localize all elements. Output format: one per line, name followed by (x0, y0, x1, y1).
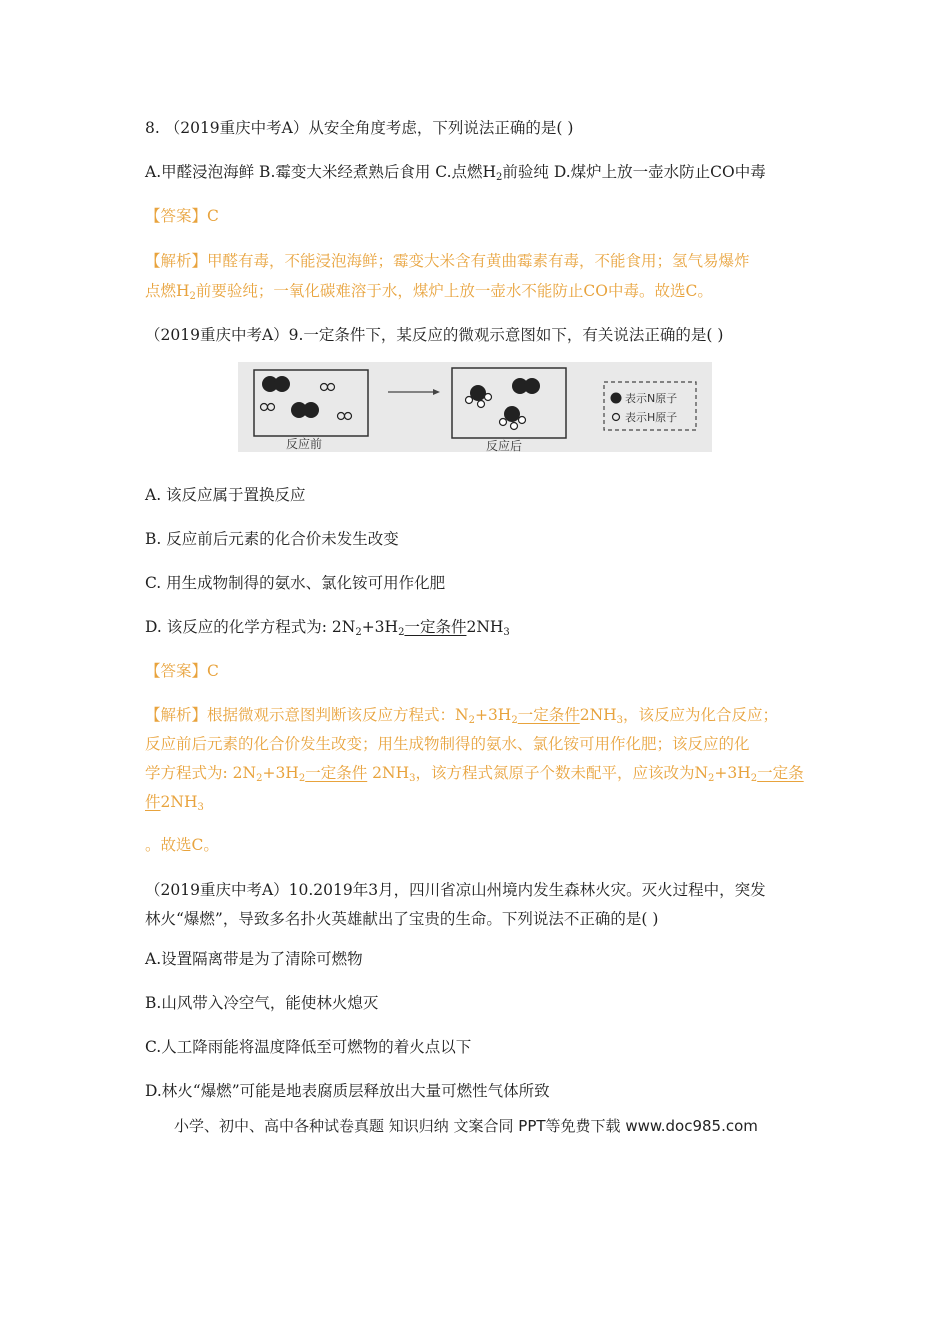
q9-analysis-line-2: 反应前后元素的化合价发生改变；用生成物制得的氨水、氯化铵可用作化肥；该反应的化 (145, 735, 750, 753)
h2-molecule (261, 404, 275, 411)
n2-molecule (512, 378, 540, 394)
legend-h-atom-icon (613, 414, 620, 421)
q10-option-a: A.设置隔离带是为了清除可燃物 (145, 950, 363, 968)
q10-stem-line-1: （2019重庆中考A）10.2019年3月，四川省凉山州境内发生森林火灾。灭火过程中，突发 (145, 881, 766, 899)
nh3-molecule (466, 385, 492, 408)
legend-n-label: 表示N原子 (625, 392, 678, 405)
q8-analysis-line-2: 点燃$H_2$前要验纯；一氧化碳难溶于水，煤炉上放一壶水不能防止CO中毒。故选C。 (145, 282, 713, 302)
q9-option-d: D. 该反应的化学方程式为: $2N_2+3H_2$一定条件$2NH_3$ (145, 618, 510, 638)
q9-analysis-line-3: 学方程式为: $2N_2+3H_2$一定条件 $2NH_3$，该方程式氮原子个数未配平，应该改为$N_2+3H_2$一定条 (145, 764, 804, 784)
before-label: 反应前 (286, 437, 323, 451)
q9-stem: （2019重庆中考A）9.一定条件下，某反应的微观示意图如下，有关说法正确的是( ) (145, 326, 724, 344)
q10-option-b: B.山风带入冷空气，能使林火熄灭 (145, 994, 379, 1012)
legend-h-label: 表示H原子 (625, 411, 678, 424)
nh3-molecule (500, 406, 526, 430)
q8-analysis-line-1: 【解析】甲醛有毒，不能浸泡海鲜；霉变大米含有黄曲霉素有毒，不能食用；氢气易爆炸 (145, 252, 750, 270)
q9-option-b: B. 反应前后元素的化合价未发生改变 (145, 530, 399, 548)
reaction-micro-diagram (238, 362, 712, 452)
q10-option-d: D.林火“爆燃”可能是地表腐质层释放出大量可燃性气体所致 (145, 1082, 550, 1100)
q9-answer: 【答案】C (145, 662, 219, 680)
reaction-diagram-svg (238, 362, 712, 452)
q9-analysis-line-4: 件$2NH_3$ (145, 793, 204, 813)
q9-analysis-line-1: 【解析】根据微观示意图判断该反应方程式：$N_2+3H_2$一定条件$2NH_3$，该反应为化合反应； (145, 706, 779, 726)
q8-answer: 【答案】C (145, 207, 219, 225)
q9-analysis-line-5: 。故选C。 (145, 836, 219, 854)
q10-option-c: C.人工降雨能将温度降低至可燃物的着火点以下 (145, 1038, 472, 1056)
q8-stem: 8. （2019重庆中考A）从安全角度考虑，下列说法正确的是( ) (145, 119, 574, 137)
h2-molecule (321, 384, 335, 391)
q9-option-a: A. 该反应属于置换反应 (145, 486, 306, 504)
arrow-head (433, 389, 440, 395)
q10-stem-line-2: 林火“爆燃”，导致多名扑火英雄献出了宝贵的生命。下列说法不正确的是( ) (145, 910, 659, 928)
legend-n-atom-icon (611, 393, 622, 404)
q8-options: A.甲醛浸泡海鲜 B.霉变大米经煮熟后食用 C.点燃$H_2$前验纯 D.煤炉上放一壶水防止CO中毒 (145, 163, 766, 183)
q9-option-c: C. 用生成物制得的氨水、氯化铵可用作化肥 (145, 574, 446, 592)
n2-molecule (291, 402, 319, 418)
after-label: 反应后 (486, 439, 523, 452)
footer-banner: 小学、初中、高中各种试卷真题 知识归纳 文案合同 PPT等免费下载 www.doc985.com (174, 1117, 758, 1135)
h2-molecule (338, 413, 352, 420)
n2-molecule (262, 376, 290, 392)
